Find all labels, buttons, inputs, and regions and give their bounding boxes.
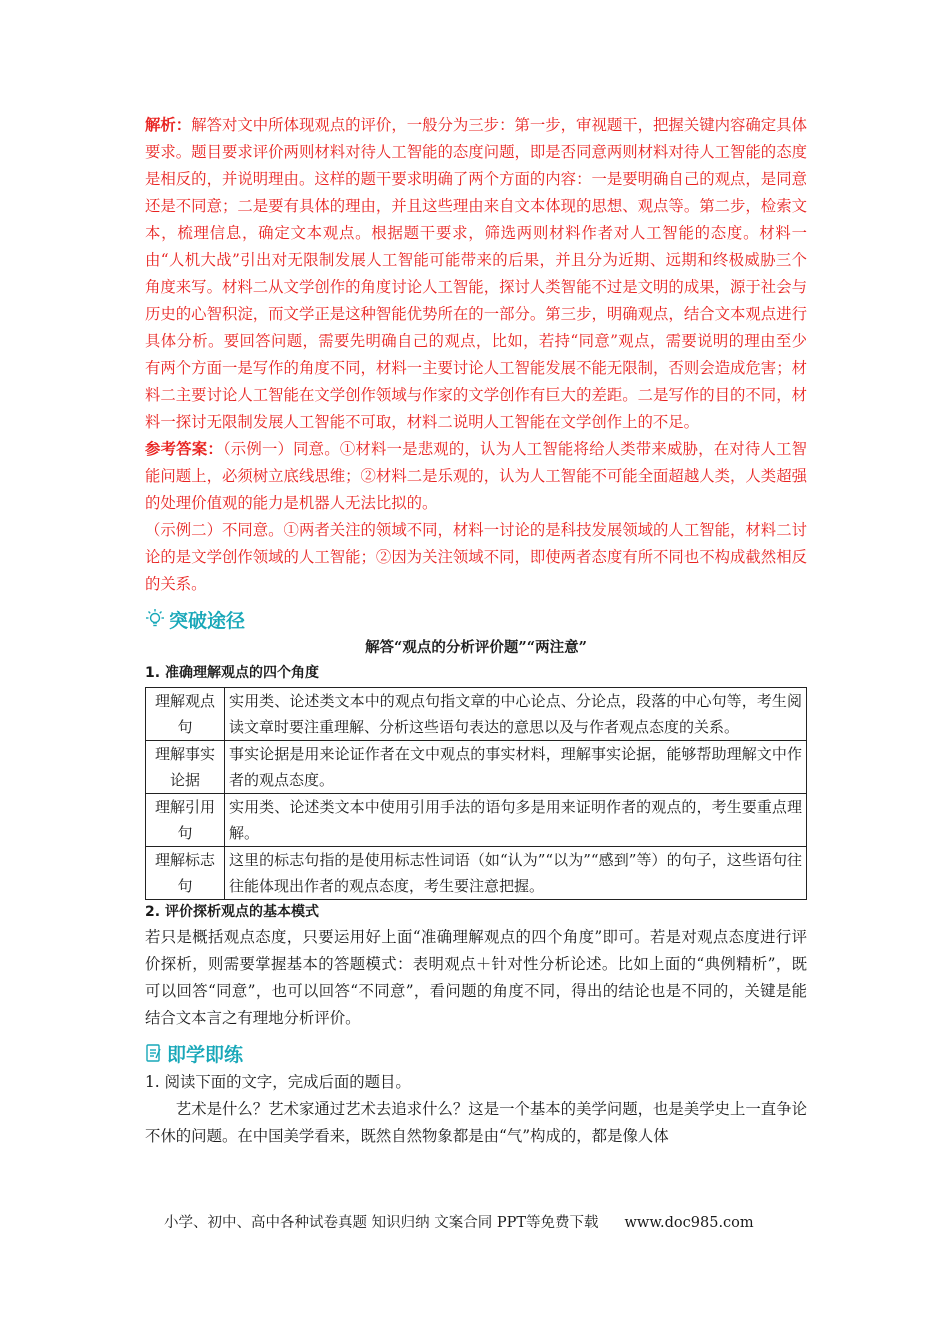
evaluation-paragraph: 若只是概括观点态度，只要运用好上面“准确理解观点的四个角度”即可。若是对观点态度进行评价探析，则需要掌握基本的答题模式：表明观点＋针对性分析论述。比如上面的“典例精析”，既可以回答“同意”，也可以回答“不同意”，看问题的角度不同，得出的结论也是不同的，关键是能结合文本言之有理地分析评价。: [145, 928, 807, 1027]
subheading-1: [145, 661, 807, 685]
subheading-2-text: . 评价探析观点的基本模式: [154, 904, 319, 920]
table-row-label: 理解事实论据: [146, 741, 225, 794]
answer-example-2: （示例二）不同意。①两者关注的领域不同，材料一讨论的是科技发展领域的人工智能，材料二讨论的是文学创作领域的人工智能；②因为关注领域不同，即使两者态度有所不同也不构成截然相反的关系。: [145, 521, 807, 593]
table-row-content: 这里的标志句指的是使用标志性词语（如“认为”“以为”“感到”等）的句子，这些语句往往能体现出作者的观点态度，考生要注意把握。: [225, 847, 807, 900]
document-page: [145, 112, 807, 1150]
analysis-text: 解答对文中所体现观点的评价，一般分为三步：第一步，审视题干，把握关键内容确定具体要求。题目要求评价两则材料对待人工智能的态度问题，即是否同意两则材料对待人工智能的态度是相反的，并说明理由。这样的题干要求明确了两个方面的内容：一是要明确自己的观点，是同意还是不同意；二是要有具体的理由，并且这些理由来自文本体现的思想、观点等。第二步，检索文本，梳理信息，确定文本观点。根据题干要求，筛选两则材料作者对人工智能的态度。材料一由“人机大战”引出对无限制发展人工智能可能带来的后果，并且分为近期、远期和终极威胁三个角度来写。材料二从文学创作的角度讨论人工智能，探讨人类智能不过是文明的成果，源于社会与历史的心智积淀，而文学正是这种智能优势所在的一部分。第三步，明确观点，结合文本观点进行具体分析。要回答问题，需要先明确自己的观点，比如，若持“同意”观点，需要说明的理由至少有两个方面一是写作的角度不同，材料一主要讨论人工智能发展不能无限制，否则会造成危害；材料二主要讨论人工智能在文学创作领域与作家的文学创作有巨大的差距。二是写作的目的不同，材料一探讨无限制发展人工智能不可取，材料二说明人工智能在文学创作上的不足。: [145, 116, 807, 431]
reading-passage: 艺术是什么？艺术家通过艺术去追求什么？这是一个基本的美学问题，也是美学史上一直争论不休的问题。在中国美学看来，既然自然物象都是由“气”构成的，都是像人体: [145, 1100, 807, 1145]
table-row-label: 理解引用句: [146, 794, 225, 847]
viewpoint-table: [145, 687, 807, 900]
analysis-label: 解析：: [145, 116, 192, 134]
table-row-content: 实用类、论述类文本中的观点句指文章的中心论点、分论点，段落的中心句等，考生阅读文章时要注重理解、分析这些语句表达的意思以及与作者观点态度的关系。: [225, 688, 807, 741]
table-row: [146, 794, 807, 847]
table-row: [146, 688, 807, 741]
section-heading-practice: [145, 1037, 807, 1069]
subheading-1-text: . 准确理解观点的四个角度: [154, 665, 319, 681]
answer-example-1: [145, 436, 807, 517]
table-row-label: 理解观点句: [146, 688, 225, 741]
table-row: [146, 741, 807, 794]
table-row-content: 事实论据是用来论证作者在文中观点的事实材料，理解事实论据，能够帮助理解文中作者的观点态度。: [225, 741, 807, 794]
page-footer: [164, 1212, 804, 1234]
answer-label: 参考答案：: [145, 440, 223, 458]
section-heading-breakthrough: [145, 603, 807, 635]
question-1: 1. 阅读下面的文字，完成后面的题目。: [145, 1073, 411, 1091]
center-title: 解答“观点的分析评价题”“两注意”: [365, 639, 587, 656]
table-row-label: 理解标志句: [146, 847, 225, 900]
section-title-practice: 即学即练: [167, 1043, 244, 1066]
subheading-1-number: 1: [145, 665, 155, 681]
subheading-2-number: 2: [145, 904, 155, 920]
subheading-2: [145, 900, 807, 924]
notepad-icon: [145, 1043, 163, 1063]
footer-text: 小学、初中、高中各种试卷真题 知识归纳 文案合同 PPT等免费下载: [164, 1215, 599, 1231]
footer-url: www.doc985.com: [624, 1215, 754, 1231]
table-row-content: 实用类、论述类文本中使用引用手法的语句多是用来证明作者的观点的，考生要重点理解。: [225, 794, 807, 847]
table-row: [146, 847, 807, 900]
section-title-breakthrough: 突破途径: [169, 609, 246, 632]
lightbulb-icon: [145, 608, 165, 630]
answer-example-1-text: （示例一）同意。①材料一是悲观的，认为人工智能将给人类带来威胁，在对待人工智能问题上，必须树立底线思维；②材料二是乐观的，认为人工智能不可能全面超越人类，人类超强的处理价值观的能力是机器人无法比拟的。: [145, 440, 807, 512]
analysis-paragraph: [145, 112, 807, 436]
